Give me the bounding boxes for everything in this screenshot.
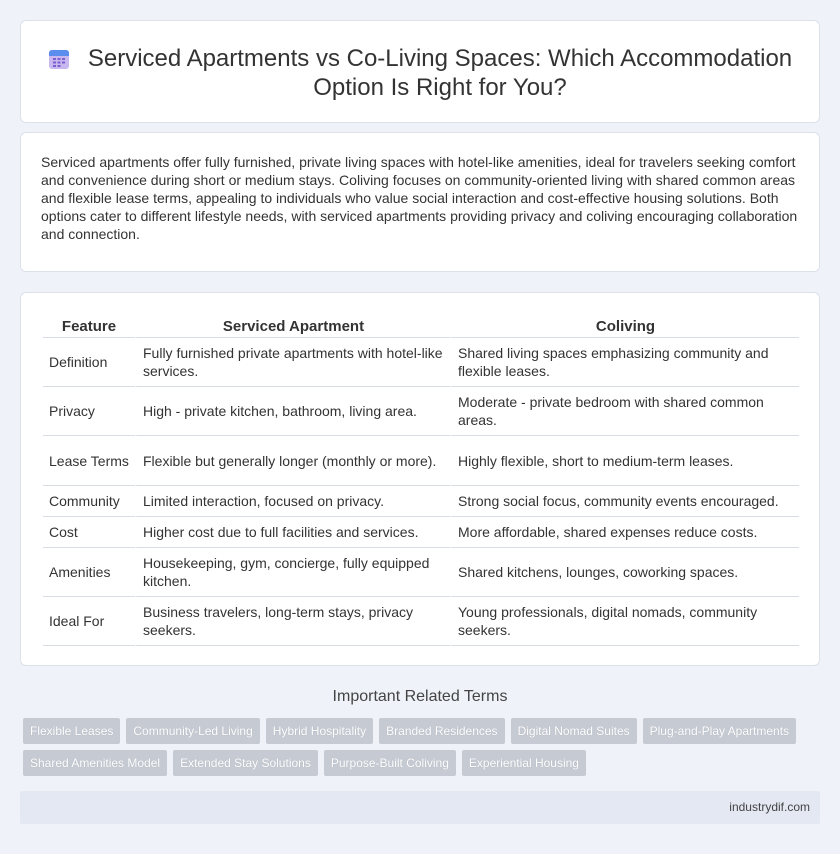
coliving-cell: Highly flexible, short to medium-term leases. bbox=[450, 436, 799, 486]
feature-cell: Definition bbox=[43, 338, 135, 387]
coliving-cell: Shared kitchens, lounges, coworking spaces. bbox=[450, 548, 799, 597]
feature-cell: Cost bbox=[43, 517, 135, 548]
title-card bbox=[20, 20, 820, 123]
serviced-cell: Higher cost due to full facilities and services. bbox=[135, 517, 450, 548]
feature-cell: Amenities bbox=[43, 548, 135, 597]
intro-card bbox=[20, 132, 820, 272]
table-row bbox=[43, 387, 799, 436]
coliving-cell: More affordable, shared expenses reduce costs. bbox=[450, 517, 799, 548]
serviced-cell: Housekeeping, gym, concierge, fully equipped kitchen. bbox=[135, 548, 450, 597]
header-coliving: Coliving bbox=[450, 315, 799, 338]
page-title: Serviced Apartments vs Co-Living Spaces: Which Accommodation Option Is Right for You? bbox=[87, 45, 793, 101]
serviced-cell: High - private kitchen, bathroom, living area. bbox=[135, 387, 450, 436]
feature-cell: Lease Terms bbox=[43, 436, 135, 486]
related-term-tag[interactable]: Shared Amenities Model bbox=[23, 750, 167, 776]
related-term-tag[interactable]: Community-Led Living bbox=[126, 718, 259, 744]
coliving-cell: Strong social focus, community events encouraged. bbox=[450, 486, 799, 517]
related-term-tag[interactable]: Extended Stay Solutions bbox=[173, 750, 318, 776]
comparison-table bbox=[43, 315, 799, 646]
footer-site-link[interactable]: industrydif.com bbox=[729, 800, 810, 814]
table-row bbox=[43, 436, 799, 486]
feature-cell: Privacy bbox=[43, 387, 135, 436]
feature-cell: Ideal For bbox=[43, 597, 135, 646]
header-feature: Feature bbox=[43, 315, 135, 338]
serviced-cell: Fully furnished private apartments with hotel-like services. bbox=[135, 338, 450, 387]
serviced-cell: Business travelers, long-term stays, privacy seekers. bbox=[135, 597, 450, 646]
related-term-tag[interactable]: Branded Residences bbox=[379, 718, 504, 744]
table-row bbox=[43, 338, 799, 387]
related-term-tag[interactable]: Digital Nomad Suites bbox=[511, 718, 637, 744]
intro-paragraph: Serviced apartments offer fully furnished, private living spaces with hotel-like amenities, ideal for travelers seeking comfort and convenience during short or medium stays. Coliving focuses on community-oriented living with shared common areas and flexible lease terms, appealing to individuals who value social interaction and cost-effective housing solutions. Both options cater to different lifestyle needs, with serviced apartments providing privacy and coliving encouraging collaboration and connection. bbox=[41, 154, 798, 242]
comparison-card bbox=[20, 292, 820, 666]
table-header-row bbox=[43, 315, 799, 338]
coliving-cell: Moderate - private bedroom with shared common areas. bbox=[450, 387, 799, 436]
table-row bbox=[43, 548, 799, 597]
table-row bbox=[43, 486, 799, 517]
header-serviced-apartment: Serviced Apartment bbox=[135, 315, 450, 338]
feature-cell: Community bbox=[43, 486, 135, 517]
related-term-tag[interactable]: Hybrid Hospitality bbox=[266, 718, 373, 744]
coliving-cell: Young professionals, digital nomads, community seekers. bbox=[450, 597, 799, 646]
related-term-tag[interactable]: Plug-and-Play Apartments bbox=[643, 718, 796, 744]
related-term-tag[interactable]: Purpose-Built Coliving bbox=[324, 750, 456, 776]
related-term-tag[interactable]: Experiential Housing bbox=[462, 750, 586, 776]
footer bbox=[20, 791, 820, 824]
table-row bbox=[43, 517, 799, 548]
table-row bbox=[43, 597, 799, 646]
related-terms-heading: Important Related Terms bbox=[332, 688, 508, 705]
serviced-cell: Limited interaction, focused on privacy. bbox=[135, 486, 450, 517]
related-term-tag[interactable]: Flexible Leases bbox=[23, 718, 120, 744]
serviced-cell: Flexible but generally longer (monthly or more). bbox=[135, 436, 450, 486]
coliving-cell: Shared living spaces emphasizing community and flexible leases. bbox=[450, 338, 799, 387]
related-terms-list bbox=[23, 718, 823, 782]
